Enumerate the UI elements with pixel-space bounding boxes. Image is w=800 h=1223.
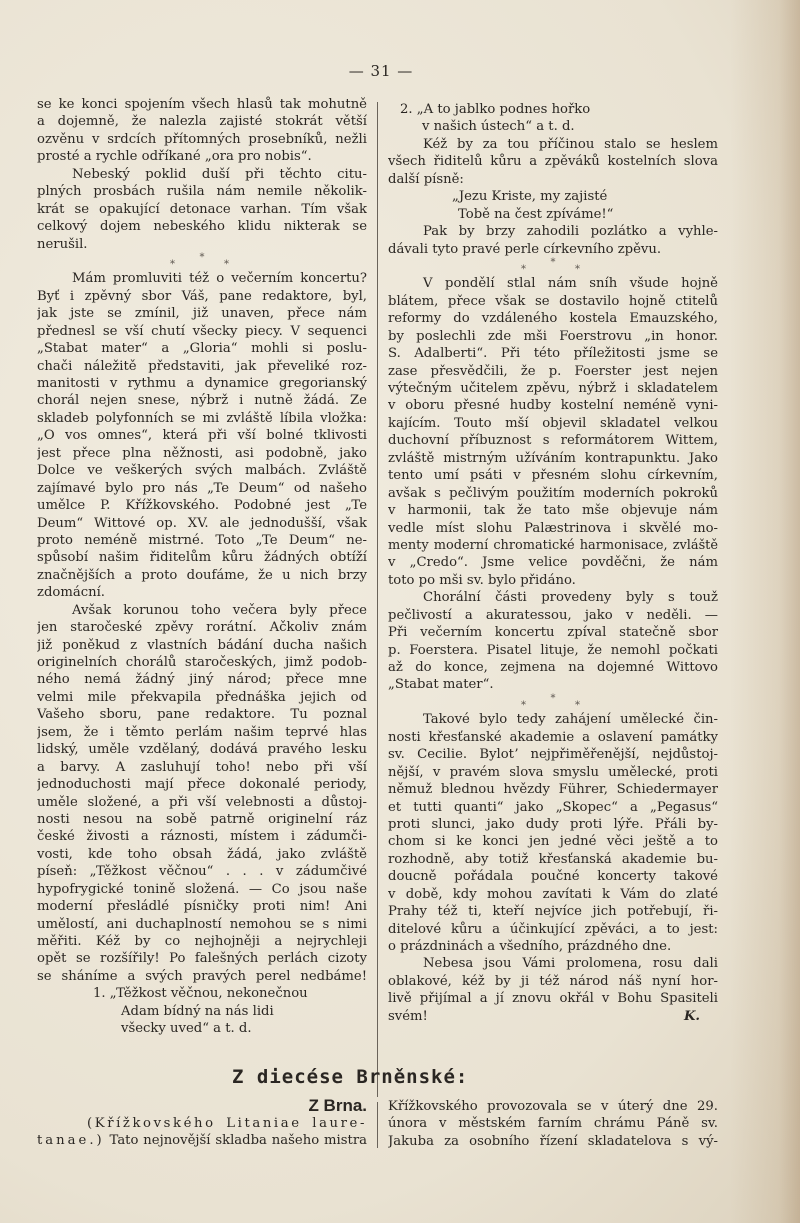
text-line: Dolce ve veškerých svých malbách. Zvláště <box>37 463 367 479</box>
section-separator-stars: * * * <box>521 256 580 275</box>
text-line-with-signature <box>388 1008 718 1025</box>
text-line: nerušil. <box>37 236 88 252</box>
text-line: originelních chorálů staročeských, jimž podob- <box>37 655 367 670</box>
text-line: února v městském farním chrámu Páně sv. <box>388 1116 718 1132</box>
text-line: ditelové kůru a účinkující zpěváci, a to jest: <box>388 921 718 937</box>
text-line: Vašeho sboru, pane redaktore. Tu poznal <box>37 707 367 723</box>
text-line: blátem, přece však se dostavilo hojně ctitelů <box>388 293 718 309</box>
text-line: skladeb polyfonních se mi zvláště líbila vložka: <box>37 410 367 426</box>
text-line: oblakové, kéž by ji též národ náš nyní hor- <box>388 973 718 989</box>
text-line: ného nemá žádný jiný národ; přece mne <box>37 672 367 688</box>
text-line: rozhodně, aby totiž křesťanská akademie bu- <box>388 851 718 867</box>
text-line: hypofrygické tonině složená. — Co jsou naše <box>37 881 367 897</box>
verse-line: „Jezu Kriste, my zajisté <box>452 189 608 205</box>
text-line: jen staročeské zpěvy rorátní. Ačkoliv znám <box>37 620 367 636</box>
text-line: lidský, uměle vzdělaný, dodává pravého lesku <box>37 742 367 758</box>
text-line: reformy do vzdáleného kostela Emauzského, <box>388 311 718 327</box>
text-line: Nebeský poklid duší při těchto citu- <box>72 166 367 182</box>
text-line: jednoduchosti mají přece dokonalé periody, <box>37 777 367 793</box>
column-divider <box>377 102 378 1097</box>
text-line: v době, kdy mohou zavítati k Vám do zlaté <box>388 886 718 902</box>
paragraph <box>388 223 718 258</box>
text-line: manitosti v rythmu a dynamice gregorianský <box>37 376 367 391</box>
section-separator-stars: * * * <box>170 251 229 270</box>
text-line: (Křížkovského Litaniae laure- <box>87 1116 367 1131</box>
paragraph <box>37 602 367 986</box>
text-line: o prázdninách a všedního, prázdného dne. <box>388 939 672 954</box>
text-line <box>37 1132 367 1149</box>
text-line: by poslechli zde mši Foerstrovu „in honor. <box>388 328 718 344</box>
text-line: jest přece plna něžnosti, asi podobně, jako <box>37 445 367 461</box>
text-line: „Stabat mater“. <box>388 677 494 693</box>
text-line: chači náležitě představiti, jak převeliké roz- <box>37 358 367 374</box>
paragraph <box>388 275 718 589</box>
text-line: výtečným učitelem zpěvu, nýbrž i skladatelem <box>388 381 718 396</box>
text-line: Deum“ Wittové op. XV. ale jednodušší, však <box>37 515 367 531</box>
text-line: Kéž by za tou příčinou stalo se heslem <box>423 136 718 152</box>
text-line: nosti křesťanské akademie a oslavení památky <box>388 729 718 745</box>
text-line: přednesl se vší chutí všecky piecy. V sequenci <box>37 323 367 339</box>
verse-line: 1. „Těžkost věčnou, nekonečnou <box>93 986 308 1002</box>
paragraph <box>388 136 718 188</box>
text-line: v „Credo“. Jsme velice povděčni, že nám <box>388 555 718 571</box>
text-line: Pak by brzy zahodili pozlátko a vyhle- <box>423 224 718 240</box>
text-line: p. Foerstera. Pisatel lituje, že nemohl počkati <box>388 642 718 658</box>
verse-line: všecky uved“ a t. d. <box>121 1021 252 1037</box>
text-line: zajímavé bylo pro nás „Te Deum“ od našeho <box>37 480 367 496</box>
text-line: Při večerním koncertu zpíval statečně sbor <box>388 625 718 641</box>
text-line: prosté a rychle odříkané „ora pro nobis“. <box>37 149 312 165</box>
left-column <box>37 96 367 1038</box>
text-line: se ke konci spojením všech hlasů tak mohutně <box>37 97 367 112</box>
text-line: němuž blednou hvězdy Führer, Schiedermayer <box>388 782 718 798</box>
author-signature: K. <box>683 1008 700 1024</box>
text-line: moderní přesládlé písničky proti nim! Ani <box>37 899 367 915</box>
text-line: píseň: „Těžkost věčnou“ . . . v zádumčivé <box>37 864 367 880</box>
text-line: se sháníme a svých pravých perel nedbáme! <box>37 968 367 984</box>
text-line: V pondělí stlal nám sníh všude hojně <box>423 276 718 292</box>
text-line: jak jste se zmínil, již unaven, přece nám <box>37 306 367 322</box>
text-line: krát se opakující detonace varhan. Tím však <box>37 201 367 217</box>
subsection-heading: Z Brna. <box>308 1096 367 1115</box>
text-line: celkový dojem nebeského klidu nikterak se <box>37 219 367 235</box>
text-line: proto neméně mistrné. Toto „Te Deum“ ne- <box>37 532 367 548</box>
text-line: nosti nesou na sobě patrně originelní ráz <box>37 811 367 827</box>
text-line: chorál nejen snese, nýbrž i nutně žádá. Ze <box>37 393 367 409</box>
right-column <box>388 101 718 1025</box>
text-line: uměle složené, a při vší velebnosti a důstoj- <box>37 794 367 810</box>
text-line: velmi mile překvapila přednáška jejich od <box>37 689 367 705</box>
text-line: měřiti. Kéž by co nejhojněji a nejrychleji <box>37 934 367 949</box>
text-line: až do konce, zejmena na dojemné Wittovo <box>388 660 718 675</box>
verse-line: Tobě na čest zpíváme!“ <box>458 206 614 222</box>
text-line: Jakuba za osobního řízení skladatelova s vý- <box>388 1133 718 1149</box>
text-line: další písně: <box>388 171 464 187</box>
text-line: nější, v pravém slova smyslu umělecké, proti <box>388 764 718 780</box>
text-line: vedle míst slohu Palæstrinova i skvělé mo- <box>388 520 718 536</box>
column-divider-lower <box>377 1102 378 1148</box>
text-line: již poněkud z vlastních bádání ducha našich <box>37 637 367 653</box>
verse-quote <box>388 101 718 136</box>
text-line: spůsobí našim řiditelům kůru žádných obtíží <box>37 550 367 566</box>
text-line: „Stabat mater“ a „Gloria“ mohli si poslu- <box>37 341 367 357</box>
paragraph <box>37 270 367 601</box>
text-line: Byť i zpěvný sbor Váš, pane redaktore, byl, <box>37 288 367 304</box>
text-line: zase přesvědčili, že p. Foerster jest nejen <box>388 363 718 379</box>
text-line: „O vos omnes“, která při vší bolné tklivosti <box>37 428 367 444</box>
text-line: značnějších a proto doufáme, že u nich brzy <box>37 567 367 583</box>
text-line: umělostí, ani duchaplností nemohou se s nimi <box>37 916 367 932</box>
text-line: v harmonii, tak že tato mše objevuje nám <box>388 503 718 519</box>
text-line: ozvěnu v srdcích přítomných prosebníků, nežli <box>37 131 367 147</box>
text-line: S. Adalberti“. Při této příležitosti jsme se <box>388 346 718 362</box>
paragraph <box>388 955 718 1025</box>
verse-quote <box>37 985 367 1037</box>
text-line: Křížkovského provozovala se v úterý dne 29. <box>388 1099 718 1114</box>
text-line: Mám promluviti též o večerním koncertu? <box>72 271 367 287</box>
verse-line: v našich ústech“ a t. d. <box>422 119 575 135</box>
text-line: kajícím. Touto mší objevil skladatel velkou <box>388 415 718 431</box>
text-line: jsem, že i těmto perlám našim teprvé hlas <box>37 724 367 740</box>
text-line: duchovní příbuznost s reformátorem Wittem, <box>388 433 718 449</box>
text-line: a barvy. A zasluhují toho! nebo při vší <box>37 759 367 775</box>
text-line: proti slunci, jako dudy proti lýře. Přáli by- <box>388 816 718 832</box>
text-line: menty moderní chromatické harmonisace, zvláště <box>388 537 718 553</box>
page-edge-shading <box>730 0 800 1223</box>
text-line: chom si ke konci jen jedné věci ještě a to <box>388 834 718 850</box>
paragraph <box>388 711 718 955</box>
paragraph <box>388 589 718 694</box>
text-line: vosti, kde toho obsah žádá, jako zvláště <box>37 846 367 862</box>
text-line: et tutti quanti“ jako „Skopec“ a „Pegasus“ <box>388 799 718 815</box>
section-left-text <box>37 1115 367 1150</box>
text-line: umělce P. Křížkovského. Podobné jest „Te <box>37 498 367 514</box>
section-heading: Z diecése Brněnské: <box>232 1066 469 1088</box>
text-fragment: Tato nejnovější skladba našeho mistra <box>104 1133 367 1149</box>
text-line: opět se rozšířily! Po falešných perlách cizoty <box>37 951 367 967</box>
text-line: zvláště mistrným užíváním kontrapunktu. Jako <box>388 450 718 466</box>
text-line: a dojemně, že nalezla zajisté stokrát větší <box>37 114 367 130</box>
text-line: svém! <box>388 1008 428 1024</box>
text-line: všech řiditelů kůru a zpěváků kostelních slova <box>388 154 718 170</box>
verse-line: 2. „A to jablko podnes hořko <box>400 102 591 117</box>
spaced-word: tanae.) <box>37 1133 105 1149</box>
text-line: Chorální části provedeny byly s touž <box>423 590 718 606</box>
paragraph <box>37 166 367 253</box>
text-line: Nebesa jsou Vámi prolomena, rosu dali <box>423 956 718 972</box>
paragraph <box>37 96 367 166</box>
text-line: doucně pořádala poučné koncerty takové <box>388 869 718 885</box>
text-line: pečlivostí a akuratessou, jako v neděli. — <box>388 607 718 623</box>
section-right-text <box>388 1098 718 1150</box>
section-separator-stars: * * * <box>521 692 580 711</box>
text-line: toto po mši sv. bylo přidáno. <box>388 572 576 588</box>
text-line: Takové bylo tedy zahájení umělecké čin- <box>423 712 718 728</box>
text-line: sv. Cecilie. Bylotʼ nejpřiměřenější, nejdůstoj- <box>388 747 718 763</box>
text-line: livě přijímal a jí znovu okřál v Bohu Spasiteli <box>388 991 718 1007</box>
text-line: plných prosbách rušila nám nemile několik- <box>37 184 367 200</box>
verse-line: Adam bídný na nás lidi <box>121 1003 274 1019</box>
page-number: — 31 — <box>348 62 414 80</box>
text-line: v oboru přesné hudby kostelní neméně vyni- <box>388 398 718 414</box>
verse-quote <box>388 188 718 223</box>
text-line: avšak s pečlivým použitím moderních pokroků <box>388 485 718 501</box>
text-line: dávali tyto pravé perle církevního zpěvu. <box>388 241 662 257</box>
text-line: české živosti a ráznosti, místem i zádumči- <box>37 829 367 845</box>
text-line: zdomácní. <box>37 585 105 601</box>
text-line: tento umí psáti v přesném slohu církevním, <box>388 468 718 484</box>
text-line: Avšak korunou toho večera byly přece <box>72 602 367 618</box>
text-line: Prahy též ti, kteří nejvíce jich potřebují, ři- <box>388 904 718 920</box>
